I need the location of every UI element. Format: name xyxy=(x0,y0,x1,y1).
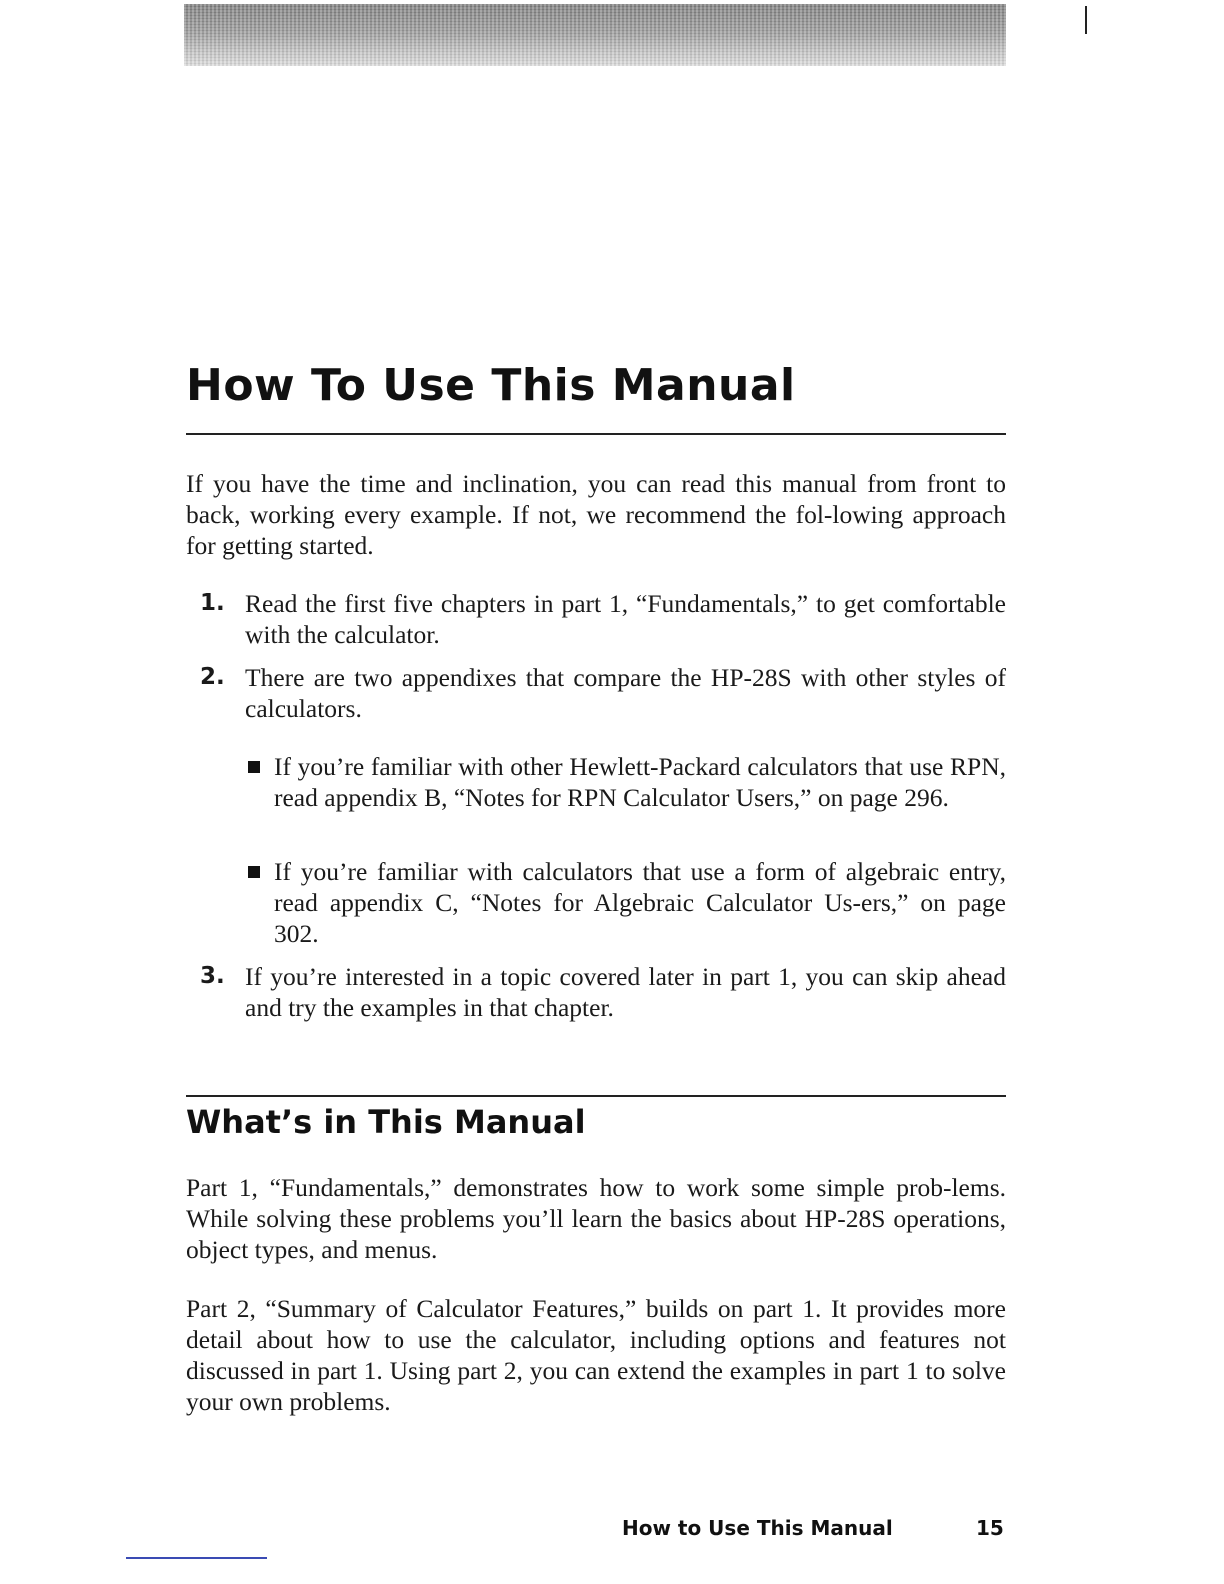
intro-paragraph: If you have the time and inclination, you can read this manual from front to back, working every example. If not, we recommend the fol-lowing approach for getting started. xyxy=(186,469,1006,560)
step-text: If you’re interested in a topic covered later in part 1, you can skip ahead and try the examples in that chapter. xyxy=(245,962,1006,1022)
section-rule xyxy=(186,1095,1006,1097)
page-title: How To Use This Manual xyxy=(186,360,796,411)
bullet-text: If you’re familiar with calculators that use a form of algebraic entry, read appendix C, “Notes for Algebraic Calculator Us-ers,” on page 302. xyxy=(274,857,1006,948)
bullet-square-icon xyxy=(248,866,260,878)
part1-paragraph: Part 1, “Fundamentals,” demonstrates how to work some simple prob-lems. While solving these problems you’ll learn the basics about HP-28S operations, object types, and menus. xyxy=(186,1173,1006,1264)
step-text: Read the first five chapters in part 1, “Fundamentals,” to get comfortable with the calculator. xyxy=(245,589,1006,649)
running-footer-title: How to Use This Manual xyxy=(622,1516,893,1540)
page-edge-mark xyxy=(1085,6,1087,34)
page-number: 15 xyxy=(976,1516,1004,1540)
bullet-square-icon xyxy=(248,761,260,773)
step-number: 1. xyxy=(200,590,225,616)
bullet-text: If you’re familiar with other Hewlett-Packard calculators that use RPN, read appendix B, “Notes for RPN Calculator Users,” on page 296. xyxy=(274,752,1006,812)
part2-paragraph: Part 2, “Summary of Calculator Features,” builds on part 1. It provides more detail about how to use the calculator, including options and features not discussed in part 1. Using part 2, you can extend the examples in part 1 to solve your own problems. xyxy=(186,1294,1006,1416)
step-text: There are two appendixes that compare the HP-28S with other styles of calculators. xyxy=(245,663,1006,723)
section-heading: What’s in This Manual xyxy=(186,1103,586,1141)
title-rule xyxy=(186,433,1006,435)
step-number: 2. xyxy=(200,664,225,690)
step-number: 3. xyxy=(200,963,225,989)
corner-scan-mark xyxy=(126,1557,267,1559)
header-band xyxy=(184,4,1006,66)
